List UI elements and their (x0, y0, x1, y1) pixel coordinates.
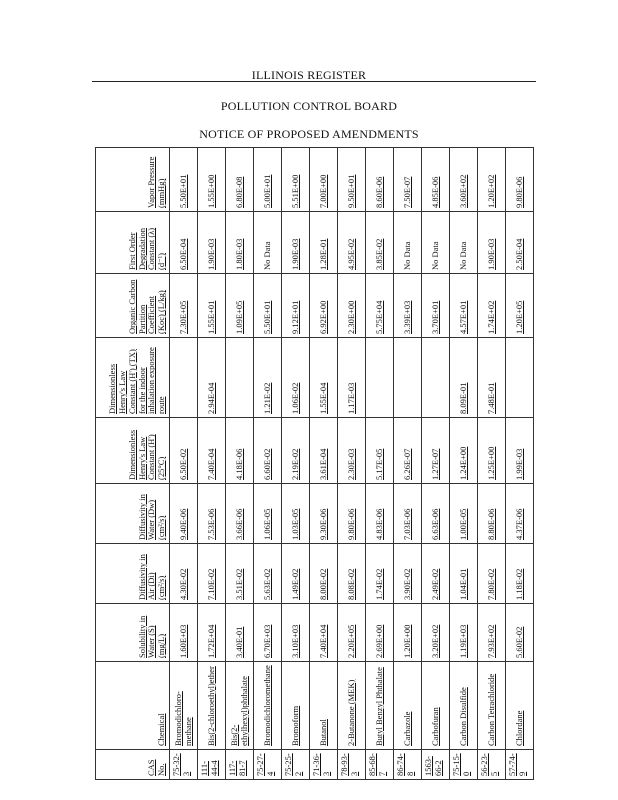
column-header: Dimensionless Henry's Law Constant (H') (TX) for the indoor inhalation exposure route (96, 338, 170, 418)
value-cell: 9.80E-06 (338, 484, 366, 544)
cas-number-cell: 85-68-7 (366, 750, 394, 780)
table-row (226, 148, 254, 780)
value-cell: 6.60E-02 (254, 418, 282, 484)
column-header: First Order Degradation Constant (λ) (d⁻¹) (96, 212, 170, 274)
value-cell: 7.30E+05 (170, 274, 198, 338)
table-row (450, 148, 478, 780)
value-cell: 1.24E+00 (450, 418, 478, 484)
value-cell: 4.85E-06 (422, 148, 450, 212)
value-cell: 1.90E-03 (198, 212, 226, 274)
chemical-name-cell: Bromoform (282, 662, 310, 750)
value-cell: 6.26E-07 (394, 418, 422, 484)
cas-number-cell: 75-15-0 (450, 750, 478, 780)
cas-number-cell: 1563-66-2 (422, 750, 450, 780)
value-cell: 7.00E+00 (310, 148, 338, 212)
value-cell: 7.50E-07 (394, 148, 422, 212)
value-cell (394, 338, 422, 418)
value-cell: 4.57E+01 (450, 274, 478, 338)
value-cell: 1.21E-02 (254, 338, 282, 418)
header-register: ILLINOIS REGISTER (251, 68, 367, 82)
value-cell: No Data (422, 212, 450, 274)
table-row (338, 148, 366, 780)
value-cell: 5.50E+01 (254, 274, 282, 338)
value-cell: 5.60E-02 (506, 604, 534, 662)
value-cell: 9.50E+01 (338, 148, 366, 212)
value-cell: 1.18E-02 (506, 544, 534, 604)
table-row (478, 148, 506, 780)
column-header: CAS No. (96, 750, 170, 780)
table-row (366, 148, 394, 780)
value-cell: 1.27E-07 (422, 418, 450, 484)
value-cell (422, 338, 450, 418)
value-cell: 1.99E-03 (506, 418, 534, 484)
chemical-properties-table (95, 147, 534, 780)
column-header: Diffusivity in Air (Di) (cm²/s) (96, 544, 170, 604)
value-cell: 1.03E-05 (282, 484, 310, 544)
cas-number-cell: 56-23-5 (478, 750, 506, 780)
cas-number-cell: 111-44-4 (198, 750, 226, 780)
value-cell: 6.50E-02 (170, 418, 198, 484)
value-cell: 3.85E-02 (366, 212, 394, 274)
column-header: Vapor Pressure (mmHg) (96, 148, 170, 212)
value-cell: 1.20E+05 (506, 274, 534, 338)
value-cell: 1.55E+00 (198, 148, 226, 212)
value-cell: 8.09E-01 (450, 338, 478, 418)
value-cell: 8.60E-06 (366, 148, 394, 212)
chemical-name-cell: Bis(2-ethylhexyl)phthalate (226, 662, 254, 750)
value-cell: 1.49E-02 (282, 544, 310, 604)
cas-number-cell: 75-25-2 (282, 750, 310, 780)
value-cell: 1.25E+00 (478, 418, 506, 484)
value-cell: 7.40E-04 (198, 418, 226, 484)
value-cell: No Data (254, 212, 282, 274)
value-cell: 1.06E-05 (254, 484, 282, 544)
value-cell: 1.00E-05 (450, 484, 478, 544)
value-cell: 5.75E+04 (366, 274, 394, 338)
value-cell: 5.50E+01 (170, 148, 198, 212)
table-row (254, 148, 282, 780)
column-header: Solubility in Water (S) (mg/L) (96, 604, 170, 662)
value-cell: 3.66E-06 (226, 484, 254, 544)
value-cell: 2.30E+00 (338, 274, 366, 338)
chemical-name-cell: Carbon Tetrachloride (478, 662, 506, 750)
value-cell: 1.74E+02 (478, 274, 506, 338)
chemical-name-cell: Chlordane (506, 662, 534, 750)
value-cell (170, 338, 198, 418)
value-cell: 9.40E-06 (170, 484, 198, 544)
column-header: Dimensionless Henry's Law Constant (H') (25°C) (96, 418, 170, 484)
value-cell: 3.70E+01 (422, 274, 450, 338)
value-cell: 6.70E+03 (254, 604, 282, 662)
value-cell: 3.51E-02 (226, 544, 254, 604)
table-row (170, 148, 198, 780)
cas-number-cell: 71-36-3 (310, 750, 338, 780)
value-cell: 1.74E-02 (366, 544, 394, 604)
table-row (198, 148, 226, 780)
value-cell: 6.63E-06 (422, 484, 450, 544)
value-cell: 1.90E-03 (282, 212, 310, 274)
value-cell: 4.95E-02 (338, 212, 366, 274)
value-cell: 4.30E-02 (170, 544, 198, 604)
value-cell: 3.10E+03 (282, 604, 310, 662)
value-cell: 1.04E-01 (450, 544, 478, 604)
value-cell: 7.93E+02 (478, 604, 506, 662)
value-cell: 2.20E+05 (338, 604, 366, 662)
value-cell: 1.17E-03 (338, 338, 366, 418)
value-cell: 1.20E+00 (394, 604, 422, 662)
value-cell: 7.40E+04 (310, 604, 338, 662)
table-row (506, 148, 534, 780)
value-cell: 1.20E+02 (478, 148, 506, 212)
value-cell: 1.60E+03 (170, 604, 198, 662)
value-cell: 5.63E-02 (254, 544, 282, 604)
value-cell: 3.60E+02 (450, 148, 478, 212)
cas-number-cell: 86-74-8 (394, 750, 422, 780)
cas-number-cell: 117-81-7 (226, 750, 254, 780)
value-cell: 8.80E-06 (478, 484, 506, 544)
column-header: Diffusivity in Water (Dw) (cm²/s) (96, 484, 170, 544)
value-cell: 9.30E-06 (310, 484, 338, 544)
value-cell: 6.92E+00 (310, 274, 338, 338)
value-cell: 3.90E-02 (394, 544, 422, 604)
value-cell: 7.10E-02 (198, 544, 226, 604)
value-cell: 6.80E-08 (226, 148, 254, 212)
value-cell: 6.50E-04 (170, 212, 198, 274)
value-cell: 1.90E-03 (478, 212, 506, 274)
value-cell: 1.19E+03 (450, 604, 478, 662)
value-cell: 4.37E-06 (506, 484, 534, 544)
header-notice: NOTICE OF PROPOSED AMENDMENTS (199, 127, 419, 141)
value-cell: 4.18E-06 (226, 418, 254, 484)
chemical-name-cell: Bromodichloromethane (254, 662, 282, 750)
chemical-name-cell: Butyl Benzyl Phthalate (366, 662, 394, 750)
value-cell: 3.61E-04 (310, 418, 338, 484)
table-row (394, 148, 422, 780)
value-cell: 9.80E-06 (506, 148, 534, 212)
value-cell: 1.72E+04 (198, 604, 226, 662)
value-cell: 8.00E-02 (310, 544, 338, 604)
rotated-table-container (95, 148, 534, 780)
value-cell: 2.49E-02 (422, 544, 450, 604)
value-cell: 2.19E-02 (282, 418, 310, 484)
value-cell: 2.50E-04 (506, 212, 534, 274)
cas-number-cell: 78-93-3 (338, 750, 366, 780)
value-cell: No Data (450, 212, 478, 274)
value-cell (226, 338, 254, 418)
chemical-name-cell: Carbofuran (422, 662, 450, 750)
value-cell: 1.28E-01 (310, 212, 338, 274)
chemical-name-cell: 2-Butanone (MEK) (338, 662, 366, 750)
chemical-name-cell: Bis(2-chloroethyl)ether (198, 662, 226, 750)
cas-number-cell: 57-74-9 (506, 750, 534, 780)
value-cell (506, 338, 534, 418)
value-cell: 5.17E-05 (366, 418, 394, 484)
header-board: POLLUTION CONTROL BOARD (220, 99, 398, 113)
table-row (310, 148, 338, 780)
value-cell: 3.39E+03 (394, 274, 422, 338)
value-cell: 2.69E+00 (366, 604, 394, 662)
value-cell: 3.20E+02 (422, 604, 450, 662)
value-cell: 1.06E-02 (282, 338, 310, 418)
value-cell: 5.51E+00 (282, 148, 310, 212)
value-cell: 2.94E-04 (198, 338, 226, 418)
value-cell: 2.30E-03 (338, 418, 366, 484)
chemical-name-cell: Bromodichloro-methane (170, 662, 198, 750)
cas-number-cell: 75-27-4 (254, 750, 282, 780)
value-cell: 1.55E+01 (198, 274, 226, 338)
value-cell: 7.80E-02 (478, 544, 506, 604)
table-row (422, 148, 450, 780)
value-cell: 7.53E-06 (198, 484, 226, 544)
value-cell: 8.08E-02 (338, 544, 366, 604)
value-cell: No Data (394, 212, 422, 274)
chemical-name-cell: Butanol (310, 662, 338, 750)
value-cell (366, 338, 394, 418)
table-header-row (96, 148, 170, 780)
value-cell: 7.03E-06 (394, 484, 422, 544)
value-cell: 4.83E-06 (366, 484, 394, 544)
cas-number-cell: 75-32-3 (170, 750, 198, 780)
value-cell: 1.80E-03 (226, 212, 254, 274)
header-divider (92, 81, 536, 82)
column-header: Organic Carbon Partition Coefficient (Koc) (L/kg) (96, 274, 170, 338)
chemical-name-cell: Carbazole (394, 662, 422, 750)
value-cell: 5.00E+01 (254, 148, 282, 212)
table-row (282, 148, 310, 780)
value-cell: 3.40E-01 (226, 604, 254, 662)
value-cell: 1.09E+05 (226, 274, 254, 338)
chemical-name-cell: Carbon Disulfide (450, 662, 478, 750)
value-cell: 9.12E+01 (282, 274, 310, 338)
value-cell: 7.48E-01 (478, 338, 506, 418)
value-cell: 1.55E-04 (310, 338, 338, 418)
table-body (170, 148, 534, 780)
column-header: Chemical (96, 662, 170, 750)
